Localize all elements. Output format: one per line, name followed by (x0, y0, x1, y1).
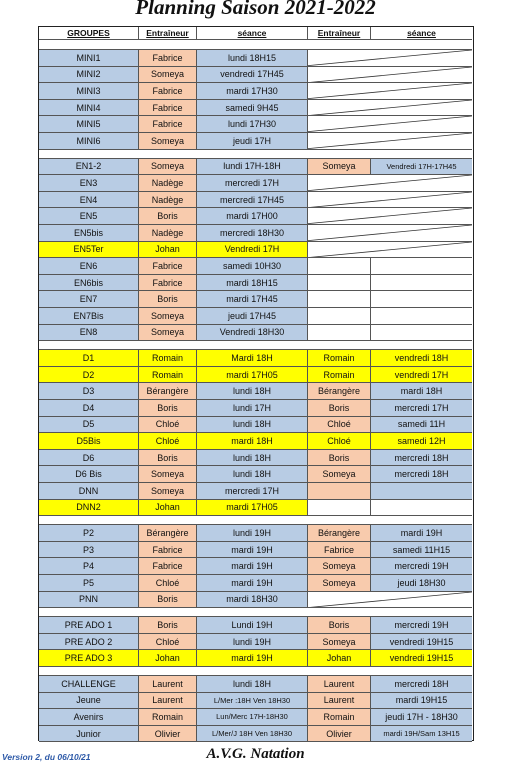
coach2-cell: Someya (308, 466, 371, 483)
session2-cell (371, 275, 472, 292)
coach2-cell (308, 258, 371, 275)
session-cell: lundi 18H (197, 466, 308, 483)
coach-cell: Boris (139, 400, 197, 417)
empty-slashed-cell (308, 100, 472, 117)
session-cell: mardi 19H (197, 650, 308, 667)
session-cell: mardi 18H15 (197, 275, 308, 292)
empty-slashed-cell (308, 242, 472, 259)
table-row (39, 325, 472, 342)
session-cell: Vendredi 17H (197, 242, 308, 259)
session-cell: jeudi 17H (197, 133, 308, 150)
coach-cell: Romain (139, 367, 197, 384)
group-cell: EN4 (39, 192, 139, 209)
group-cell: PNN (39, 592, 139, 609)
table-row (39, 308, 472, 325)
header-cell: séance (197, 27, 308, 40)
session-cell: mercredi 18H30 (197, 225, 308, 242)
table-row (39, 133, 472, 150)
session-cell: lundi 18H (197, 383, 308, 400)
session2-cell: mercredi 18H (371, 676, 472, 693)
section-separator (39, 667, 472, 676)
session2-cell: vendredi 18H (371, 350, 472, 367)
table-row (39, 726, 472, 743)
coach2-cell: Chloé (308, 417, 371, 434)
group-cell: MINI1 (39, 50, 139, 67)
coach-cell: Laurent (139, 693, 197, 710)
session-cell: L/Mer :18H Ven 18H30 (197, 693, 308, 710)
section-separator (39, 608, 472, 617)
session-cell: mercredi 17H45 (197, 192, 308, 209)
coach-cell: Someya (139, 133, 197, 150)
session2-cell (371, 325, 472, 342)
coach-cell: Chloé (139, 634, 197, 651)
coach2-cell: Someya (308, 159, 371, 176)
group-cell: D5Bis (39, 433, 139, 450)
club-name: A.V.G. Natation (206, 746, 305, 762)
session2-cell: samedi 11H15 (371, 542, 472, 559)
table-row (39, 483, 472, 500)
section-separator (39, 40, 472, 50)
group-cell: EN3 (39, 175, 139, 192)
table-row (39, 500, 472, 517)
session2-cell: mercredi 18H (371, 450, 472, 467)
empty-slashed-cell (308, 83, 472, 100)
session2-cell: mardi 19H/Sam 13H15 (371, 726, 472, 743)
table-row (39, 367, 472, 384)
coach-cell: Someya (139, 159, 197, 176)
coach-cell: Laurent (139, 676, 197, 693)
coach-cell: Boris (139, 450, 197, 467)
coach-cell: Chloé (139, 575, 197, 592)
session-cell: samedi 10H30 (197, 258, 308, 275)
session-cell: Vendredi 18H30 (197, 325, 308, 342)
empty-slashed-cell (308, 192, 472, 209)
session2-cell (371, 483, 472, 500)
version-label: Version 2, du 06/10/21 (2, 752, 91, 762)
table-row (39, 67, 472, 84)
coach-cell: Someya (139, 466, 197, 483)
header-cell: séance (371, 27, 472, 40)
table-row (39, 192, 472, 209)
session-cell: L/Mer/J 18H Ven 18H30 (197, 726, 308, 743)
session-cell: jeudi 17H45 (197, 308, 308, 325)
table-row (39, 383, 472, 400)
coach-cell: Johan (139, 500, 197, 517)
table-row (39, 275, 472, 292)
empty-slashed-cell (308, 592, 472, 609)
group-cell: Avenirs (39, 709, 139, 726)
group-cell: D5 (39, 417, 139, 434)
coach2-cell: Someya (308, 575, 371, 592)
table-row (39, 575, 472, 592)
coach-cell: Johan (139, 650, 197, 667)
coach-cell: Someya (139, 308, 197, 325)
table-row (39, 225, 472, 242)
coach-cell: Fabrice (139, 50, 197, 67)
coach-cell: Boris (139, 617, 197, 634)
group-cell: D6 Bis (39, 466, 139, 483)
group-cell: DNN2 (39, 500, 139, 517)
session2-cell: mardi 19H (371, 525, 472, 542)
group-cell: PRE ADO 1 (39, 617, 139, 634)
table-row (39, 542, 472, 559)
group-cell: Junior (39, 726, 139, 743)
session-cell: mardi 17H30 (197, 83, 308, 100)
coach-cell: Boris (139, 208, 197, 225)
group-cell: DNN (39, 483, 139, 500)
coach-cell: Nadège (139, 225, 197, 242)
group-cell: D6 (39, 450, 139, 467)
coach2-cell (308, 500, 371, 517)
table-row (39, 525, 472, 542)
coach2-cell: Someya (308, 634, 371, 651)
session-cell: mardi 17H45 (197, 291, 308, 308)
group-cell: EN8 (39, 325, 139, 342)
coach-cell: Someya (139, 325, 197, 342)
session-cell: mardi 17H05 (197, 500, 308, 517)
coach2-cell: Romain (308, 709, 371, 726)
empty-slashed-cell (308, 208, 472, 225)
table-row (39, 617, 472, 634)
group-cell: D1 (39, 350, 139, 367)
coach2-cell: Chloé (308, 433, 371, 450)
session-cell: mercredi 17H (197, 175, 308, 192)
group-cell: MINI6 (39, 133, 139, 150)
coach2-cell: Romain (308, 350, 371, 367)
coach2-cell: Boris (308, 400, 371, 417)
group-cell: MINI5 (39, 116, 139, 133)
session-cell: lundi 18H (197, 676, 308, 693)
coach2-cell: Bérangère (308, 383, 371, 400)
session2-cell: vendredi 19H15 (371, 634, 472, 651)
session-cell: lundi 18H (197, 417, 308, 434)
session2-cell: vendredi 17H (371, 367, 472, 384)
empty-slashed-cell (308, 133, 472, 150)
session-cell: mercredi 17H (197, 483, 308, 500)
coach2-cell (308, 483, 371, 500)
coach-cell: Fabrice (139, 558, 197, 575)
session2-cell (371, 500, 472, 517)
table-row (39, 400, 472, 417)
session-cell: vendredi 17H45 (197, 67, 308, 84)
table-row (39, 175, 472, 192)
group-cell: EN7Bis (39, 308, 139, 325)
page-title: Planning Saison 2021-2022 (135, 0, 376, 19)
coach-cell: Johan (139, 242, 197, 259)
empty-slashed-cell (308, 225, 472, 242)
table-row (39, 50, 472, 67)
session-cell: lundi 19H (197, 634, 308, 651)
table-row (39, 450, 472, 467)
coach-cell: Boris (139, 291, 197, 308)
coach-cell: Boris (139, 592, 197, 609)
coach2-cell: Johan (308, 650, 371, 667)
coach-cell: Chloé (139, 417, 197, 434)
table-row (39, 466, 472, 483)
session-cell: Mardi 18H (197, 350, 308, 367)
coach-cell: Fabrice (139, 275, 197, 292)
group-cell: P5 (39, 575, 139, 592)
table-header (39, 27, 472, 40)
session2-cell (371, 308, 472, 325)
session-cell: Lun/Merc 17H-18H30 (197, 709, 308, 726)
table-row (39, 650, 472, 667)
table-row (39, 83, 472, 100)
table-row (39, 417, 472, 434)
group-cell: PRE ADO 3 (39, 650, 139, 667)
session-cell: lundi 18H (197, 450, 308, 467)
session2-cell: Vendredi 17H-17H45 (371, 159, 472, 176)
coach2-cell: Fabrice (308, 542, 371, 559)
coach2-cell: Boris (308, 617, 371, 634)
group-cell: EN5bis (39, 225, 139, 242)
group-cell: D3 (39, 383, 139, 400)
group-cell: P2 (39, 525, 139, 542)
group-cell: PRE ADO 2 (39, 634, 139, 651)
coach2-cell (308, 291, 371, 308)
coach2-cell (308, 308, 371, 325)
session-cell: mardi 18H30 (197, 592, 308, 609)
coach-cell: Fabrice (139, 258, 197, 275)
group-cell: MINI4 (39, 100, 139, 117)
coach2-cell: Bérangère (308, 525, 371, 542)
table-row (39, 676, 472, 693)
coach-cell: Romain (139, 709, 197, 726)
coach-cell: Chloé (139, 433, 197, 450)
session-cell: mardi 19H (197, 558, 308, 575)
table-row (39, 242, 472, 259)
empty-slashed-cell (308, 116, 472, 133)
table-row (39, 634, 472, 651)
coach-cell: Someya (139, 483, 197, 500)
coach2-cell: Romain (308, 367, 371, 384)
session2-cell: jeudi 18H30 (371, 575, 472, 592)
session2-cell (371, 291, 472, 308)
section-separator (39, 150, 472, 159)
empty-slashed-cell (308, 67, 472, 84)
coach2-cell: Laurent (308, 676, 371, 693)
session-cell: lundi 19H (197, 525, 308, 542)
empty-slashed-cell (308, 175, 472, 192)
group-cell: MINI2 (39, 67, 139, 84)
table-row (39, 592, 472, 609)
group-cell: Jeune (39, 693, 139, 710)
session2-cell (371, 258, 472, 275)
session2-cell: jeudi 17H - 18H30 (371, 709, 472, 726)
session-cell: mardi 17H00 (197, 208, 308, 225)
coach2-cell (308, 325, 371, 342)
coach-cell: Fabrice (139, 83, 197, 100)
table-row (39, 433, 472, 450)
coach2-cell (308, 275, 371, 292)
group-cell: CHALLENGE (39, 676, 139, 693)
header-cell: Entraîneur (308, 27, 371, 40)
session-cell: mardi 19H (197, 575, 308, 592)
session2-cell: samedi 12H (371, 433, 472, 450)
coach-cell: Fabrice (139, 100, 197, 117)
group-cell: MINI3 (39, 83, 139, 100)
coach2-cell: Someya (308, 558, 371, 575)
group-cell: EN1-2 (39, 159, 139, 176)
section-separator (39, 516, 472, 525)
coach2-cell: Boris (308, 450, 371, 467)
coach-cell: Bérangère (139, 383, 197, 400)
table-row (39, 116, 472, 133)
table-row (39, 693, 472, 710)
session2-cell: mercredi 18H (371, 466, 472, 483)
group-cell: P3 (39, 542, 139, 559)
coach-cell: Fabrice (139, 116, 197, 133)
table-row (39, 159, 472, 176)
coach-cell: Romain (139, 350, 197, 367)
group-cell: P4 (39, 558, 139, 575)
group-cell: D2 (39, 367, 139, 384)
session2-cell: samedi 11H (371, 417, 472, 434)
empty-slashed-cell (308, 50, 472, 67)
table-row (39, 291, 472, 308)
session2-cell: mercredi 19H (371, 617, 472, 634)
table-row (39, 709, 472, 726)
group-cell: EN6bis (39, 275, 139, 292)
header-cell: Entraîneur (139, 27, 197, 40)
coach-cell: Olivier (139, 726, 197, 743)
session-cell: mardi 17H05 (197, 367, 308, 384)
coach-cell: Nadège (139, 192, 197, 209)
group-cell: EN5Ter (39, 242, 139, 259)
session-cell: mardi 19H (197, 542, 308, 559)
session-cell: lundi 17H30 (197, 116, 308, 133)
coach-cell: Bérangère (139, 525, 197, 542)
group-cell: EN7 (39, 291, 139, 308)
section-separator (39, 341, 472, 350)
group-cell: EN5 (39, 208, 139, 225)
coach2-cell: Olivier (308, 726, 371, 743)
session-cell: Lundi 19H (197, 617, 308, 634)
session2-cell: vendredi 19H15 (371, 650, 472, 667)
session2-cell: mercredi 17H (371, 400, 472, 417)
session-cell: samedi 9H45 (197, 100, 308, 117)
table-row (39, 350, 472, 367)
planning-table (38, 26, 474, 741)
table-row (39, 208, 472, 225)
session-cell: mardi 18H (197, 433, 308, 450)
coach-cell: Fabrice (139, 542, 197, 559)
header-cell: GROUPES (39, 27, 139, 40)
session-cell: lundi 17H (197, 400, 308, 417)
session2-cell: mardi 19H15 (371, 693, 472, 710)
group-cell: EN6 (39, 258, 139, 275)
table-row (39, 258, 472, 275)
coach-cell: Someya (139, 67, 197, 84)
session2-cell: mercredi 19H (371, 558, 472, 575)
session2-cell: mardi 18H (371, 383, 472, 400)
session-cell: lundi 18H15 (197, 50, 308, 67)
coach-cell: Nadège (139, 175, 197, 192)
session-cell: lundi 17H-18H (197, 159, 308, 176)
table-row (39, 558, 472, 575)
group-cell: D4 (39, 400, 139, 417)
table-row (39, 100, 472, 117)
coach2-cell: Laurent (308, 693, 371, 710)
